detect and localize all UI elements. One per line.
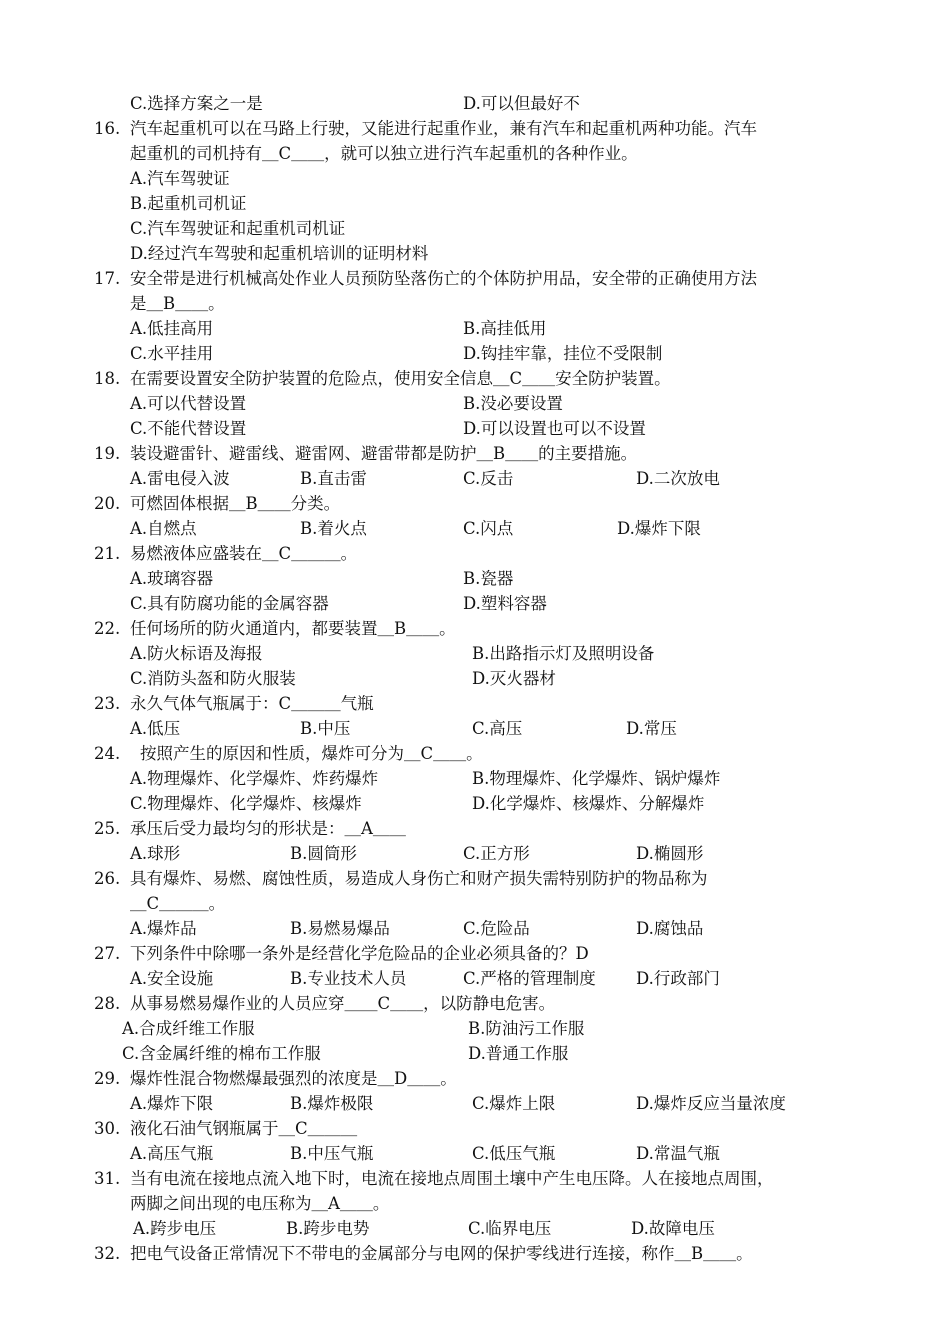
- answer-option: A.汽车驾驶证: [130, 169, 230, 188]
- answer-option: B.易燃易爆品: [290, 919, 390, 938]
- question-text: 从事易燃易爆作业的人员应穿＿＿C＿＿，以防静电危害。: [130, 994, 556, 1013]
- answer-option: C.具有防腐功能的金属容器: [130, 594, 329, 613]
- question-text-continued: 是＿B＿＿。: [130, 294, 225, 313]
- question-text: 具有爆炸、易燃、腐蚀性质，易造成人身伤亡和财产损失需特别防护的物品称为: [130, 869, 708, 888]
- question-number: 28.: [94, 994, 121, 1013]
- answer-option: D.故障电压: [631, 1219, 715, 1238]
- question-number: 32.: [94, 1244, 121, 1263]
- answer-option: A.可以代替设置: [130, 394, 247, 413]
- answer-option: D.爆炸下限: [617, 519, 701, 538]
- question-text: 永久气体气瓶属于：C＿＿＿气瓶: [130, 694, 374, 713]
- question-number: 22.: [94, 619, 121, 638]
- answer-option: C.水平挂用: [130, 344, 214, 363]
- question-text: 承压后受力最均匀的形状是：＿A＿＿: [130, 819, 406, 838]
- answer-option: C.闪点: [463, 519, 514, 538]
- answer-option: D.塑料容器: [463, 594, 547, 613]
- question-text: 易燃液体应盛装在＿C＿＿＿。: [130, 544, 358, 563]
- answer-option: A.爆炸下限: [130, 1094, 214, 1113]
- question-text: 爆炸性混合物燃爆最强烈的浓度是＿D＿＿。: [130, 1069, 457, 1088]
- answer-option: B.中压: [300, 719, 351, 738]
- question-number: 29.: [94, 1069, 121, 1088]
- answer-option: C.爆炸上限: [472, 1094, 556, 1113]
- question-number: 24.: [94, 744, 121, 763]
- answer-option: C.物理爆炸、化学爆炸、核爆炸: [130, 794, 362, 813]
- answer-option: A.低挂高用: [130, 319, 214, 338]
- question-number: 21.: [94, 544, 121, 563]
- answer-option: D.常压: [626, 719, 677, 738]
- answer-option: A.安全设施: [130, 969, 214, 988]
- answer-option: B.爆炸极限: [290, 1094, 374, 1113]
- answer-option: B.专业技术人员: [290, 969, 407, 988]
- answer-option: A.低压: [130, 719, 181, 738]
- question-text-continued: 起重机的司机持有＿C＿＿，就可以独立进行汽车起重机的各种作业。: [130, 144, 638, 163]
- answer-option: A.高压气瓶: [130, 1144, 214, 1163]
- answer-option: C.消防头盔和防火服装: [130, 669, 296, 688]
- answer-option: D.腐蚀品: [636, 919, 704, 938]
- answer-option: A.防火标语及海报: [130, 644, 263, 663]
- answer-option: D.可以设置也可以不设置: [463, 419, 646, 438]
- question-text: 液化石油气钢瓶属于＿C＿＿＿: [130, 1119, 358, 1138]
- answer-option: B.直击雷: [300, 469, 367, 488]
- answer-option: C.反击: [463, 469, 514, 488]
- answer-option: B.瓷器: [463, 569, 514, 588]
- question-number: 25.: [94, 819, 121, 838]
- answer-option: C.正方形: [463, 844, 530, 863]
- answer-option: A.玻璃容器: [130, 569, 214, 588]
- question-number: 16.: [94, 119, 121, 138]
- question-text: 在需要设置安全防护装置的危险点，使用安全信息＿C＿＿安全防护装置。: [130, 369, 671, 388]
- answer-option: B.没必要设置: [463, 394, 563, 413]
- answer-option: B.防油污工作服: [468, 1019, 585, 1038]
- question-number: 18.: [94, 369, 121, 388]
- answer-option: C.不能代替设置: [130, 419, 247, 438]
- question-text: 按照产生的原因和性质，爆炸可分为＿C＿＿。: [140, 744, 483, 763]
- answer-option: D.普通工作服: [468, 1044, 569, 1063]
- question-number: 19.: [94, 444, 121, 463]
- answer-option: D.椭圆形: [636, 844, 704, 863]
- answer-option: D.二次放电: [636, 469, 720, 488]
- question-text: 任何场所的防火通道内，都要装置＿B＿＿。: [130, 619, 456, 638]
- question-text: 把电气设备正常情况下不带电的金属部分与电网的保护零线进行连接，称作＿B＿＿。: [130, 1244, 753, 1263]
- answer-option: B.出路指示灯及照明设备: [472, 644, 655, 663]
- answer-option: C.汽车驾驶证和起重机司机证: [130, 219, 346, 238]
- answer-option: B.跨步电势: [286, 1219, 370, 1238]
- answer-option: C.临界电压: [468, 1219, 552, 1238]
- answer-option: A.自燃点: [130, 519, 197, 538]
- answer-option: A.球形: [130, 844, 181, 863]
- question-number: 30.: [94, 1119, 121, 1138]
- answer-option: A.物理爆炸、化学爆炸、炸药爆炸: [130, 769, 379, 788]
- question-text-continued: 两脚之间出现的电压称为＿A＿＿。: [130, 1194, 390, 1213]
- answer-option: D.灭火器材: [472, 669, 556, 688]
- answer-option: D.爆炸反应当量浓度: [636, 1094, 786, 1113]
- question-number: 20.: [94, 494, 121, 513]
- answer-option: B.圆筒形: [290, 844, 357, 863]
- answer-option: A.跨步电压: [133, 1219, 217, 1238]
- answer-option: A.合成纤维工作服: [122, 1019, 255, 1038]
- answer-option: C.选择方案之一是: [130, 94, 263, 113]
- question-text: 可燃固体根据＿B＿＿分类。: [130, 494, 341, 513]
- answer-option: D.钩挂牢靠，挂位不受限制: [463, 344, 663, 363]
- answer-option: C.严格的管理制度: [463, 969, 596, 988]
- answer-option: B.起重机司机证: [130, 194, 247, 213]
- answer-option: C.危险品: [463, 919, 530, 938]
- answer-option: C.含金属纤维的棉布工作服: [122, 1044, 321, 1063]
- answer-option: B.高挂低用: [463, 319, 547, 338]
- question-number: 26.: [94, 869, 121, 888]
- answer-option: D.行政部门: [636, 969, 720, 988]
- answer-option: B.物理爆炸、化学爆炸、锅炉爆炸: [472, 769, 721, 788]
- question-text: 当有电流在接地点流入地下时，电流在接地点周围土壤中产生电压降。人在接地点周围，: [130, 1169, 774, 1188]
- question-number: 31.: [94, 1169, 121, 1188]
- answer-option: D.可以但最好不: [463, 94, 580, 113]
- question-text: 安全带是进行机械高处作业人员预防坠落伤亡的个体防护用品，安全带的正确使用方法: [130, 269, 757, 288]
- answer-option: C.高压: [472, 719, 523, 738]
- answer-option: C.低压气瓶: [472, 1144, 556, 1163]
- question-number: 27.: [94, 944, 121, 963]
- answer-option: D.化学爆炸、核爆炸、分解爆炸: [472, 794, 705, 813]
- answer-option: A.雷电侵入波: [130, 469, 230, 488]
- question-number: 23.: [94, 694, 121, 713]
- answer-option: D.常温气瓶: [636, 1144, 720, 1163]
- question-text: 装设避雷针、避雷线、避雷网、避雷带都是防护＿B＿＿的主要措施。: [130, 444, 638, 463]
- question-text: 下列条件中除哪一条外是经营化学危险品的企业必须具备的？D: [130, 944, 589, 963]
- question-text-continued: ＿C＿＿＿。: [130, 894, 226, 913]
- answer-option: B.中压气瓶: [290, 1144, 374, 1163]
- answer-option: A.爆炸品: [130, 919, 197, 938]
- answer-option: B.着火点: [300, 519, 367, 538]
- question-number: 17.: [94, 269, 121, 288]
- answer-option: D.经过汽车驾驶和起重机培训的证明材料: [130, 244, 429, 263]
- question-text: 汽车起重机可以在马路上行驶，又能进行起重作业，兼有汽车和起重机两种功能。汽车: [130, 119, 757, 138]
